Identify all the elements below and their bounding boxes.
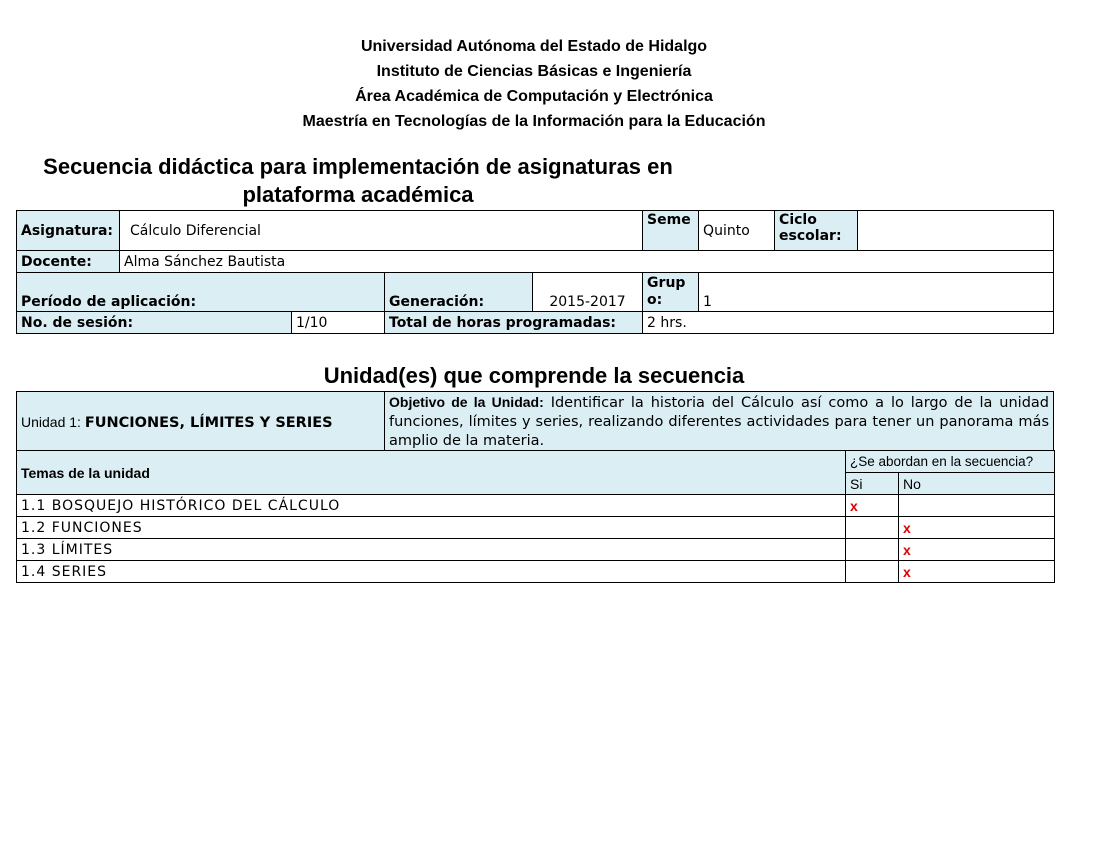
topic-name: 1.3 LÍMITES xyxy=(17,539,846,561)
table-row xyxy=(17,539,1055,561)
topic-name: 1.1 BOSQUEJO HISTÓRICO DEL CÁLCULO xyxy=(17,495,846,517)
generacion-label: Generación: xyxy=(385,273,533,312)
course-info-table xyxy=(16,210,1054,334)
page-title-line1: Secuencia didáctica para implementación de asignaturas en xyxy=(43,154,673,179)
topic-no-mark: x xyxy=(899,561,1055,583)
horas-label: Total de horas programadas: xyxy=(385,312,643,334)
periodo-label: Período de aplicación: xyxy=(17,273,385,312)
units-section-title: Unidad(es) que comprende la secuencia xyxy=(323,363,745,388)
topic-yes-mark xyxy=(846,561,899,583)
unit-objective xyxy=(385,392,1054,453)
topics-header-label: Temas de la unidad xyxy=(17,451,846,495)
university-name: Universidad Autónoma del Estado de Hidalgo xyxy=(360,38,708,55)
institute-name: Instituto de Ciencias Básicas e Ingeniería xyxy=(376,63,692,80)
page-title-line2: plataforma académica xyxy=(242,182,474,207)
horas-value: 2 hrs. xyxy=(643,312,1054,334)
unit-table xyxy=(16,391,1054,453)
grupo-label: Grup o: xyxy=(643,273,699,312)
topics-table xyxy=(16,450,1055,583)
semestre-value: Quinto xyxy=(699,211,775,251)
asignatura-label: Asignatura: xyxy=(17,211,120,251)
ciclo-value xyxy=(858,211,1054,251)
topic-yes-mark xyxy=(846,539,899,561)
unit-name-cell xyxy=(17,392,385,453)
docente-label: Docente: xyxy=(17,251,120,273)
topic-no-mark: x xyxy=(899,539,1055,561)
sesion-value: 1/10 xyxy=(292,312,385,334)
topic-yes-mark: x xyxy=(846,495,899,517)
topic-no-mark xyxy=(899,495,1055,517)
docente-value: Alma Sánchez Bautista xyxy=(120,251,1054,273)
table-row xyxy=(17,561,1055,583)
objective-text: Identificar la historia del Cálculo así como a lo largo de la unidad funciones, límites y series, realizando diferentes actividades para tener un panorama más amplio de la materia. xyxy=(389,395,1049,449)
table-row xyxy=(17,517,1055,539)
grupo-value: 1 xyxy=(699,273,1054,312)
academic-area: Área Académica de Computación y Electrónica xyxy=(355,88,713,105)
topic-no-mark: x xyxy=(899,517,1055,539)
ciclo-label: Ciclo escolar: xyxy=(775,211,858,251)
generacion-value: 2015-2017 xyxy=(533,273,643,312)
unit-name: FUNCIONES, LÍMITES Y SERIES xyxy=(84,414,333,431)
coverage-question: ¿Se abordan en la secuencia? xyxy=(846,451,1055,473)
topic-name: 1.4 SERIES xyxy=(17,561,846,583)
coverage-yes-header: Si xyxy=(846,473,899,495)
topic-yes-mark xyxy=(846,517,899,539)
objective-label: Objetivo de la Unidad: xyxy=(389,394,544,410)
unit-prefix: Unidad 1: xyxy=(21,413,85,430)
coverage-no-header: No xyxy=(899,473,1055,495)
table-row xyxy=(17,495,1055,517)
program-name: Maestría en Tecnologías de la Información para la Educación xyxy=(302,113,766,130)
asignatura-value: Cálculo Diferencial xyxy=(120,211,643,251)
semestre-label: Seme xyxy=(643,211,699,251)
sesion-label: No. de sesión: xyxy=(17,312,292,334)
topic-name: 1.2 FUNCIONES xyxy=(17,517,846,539)
